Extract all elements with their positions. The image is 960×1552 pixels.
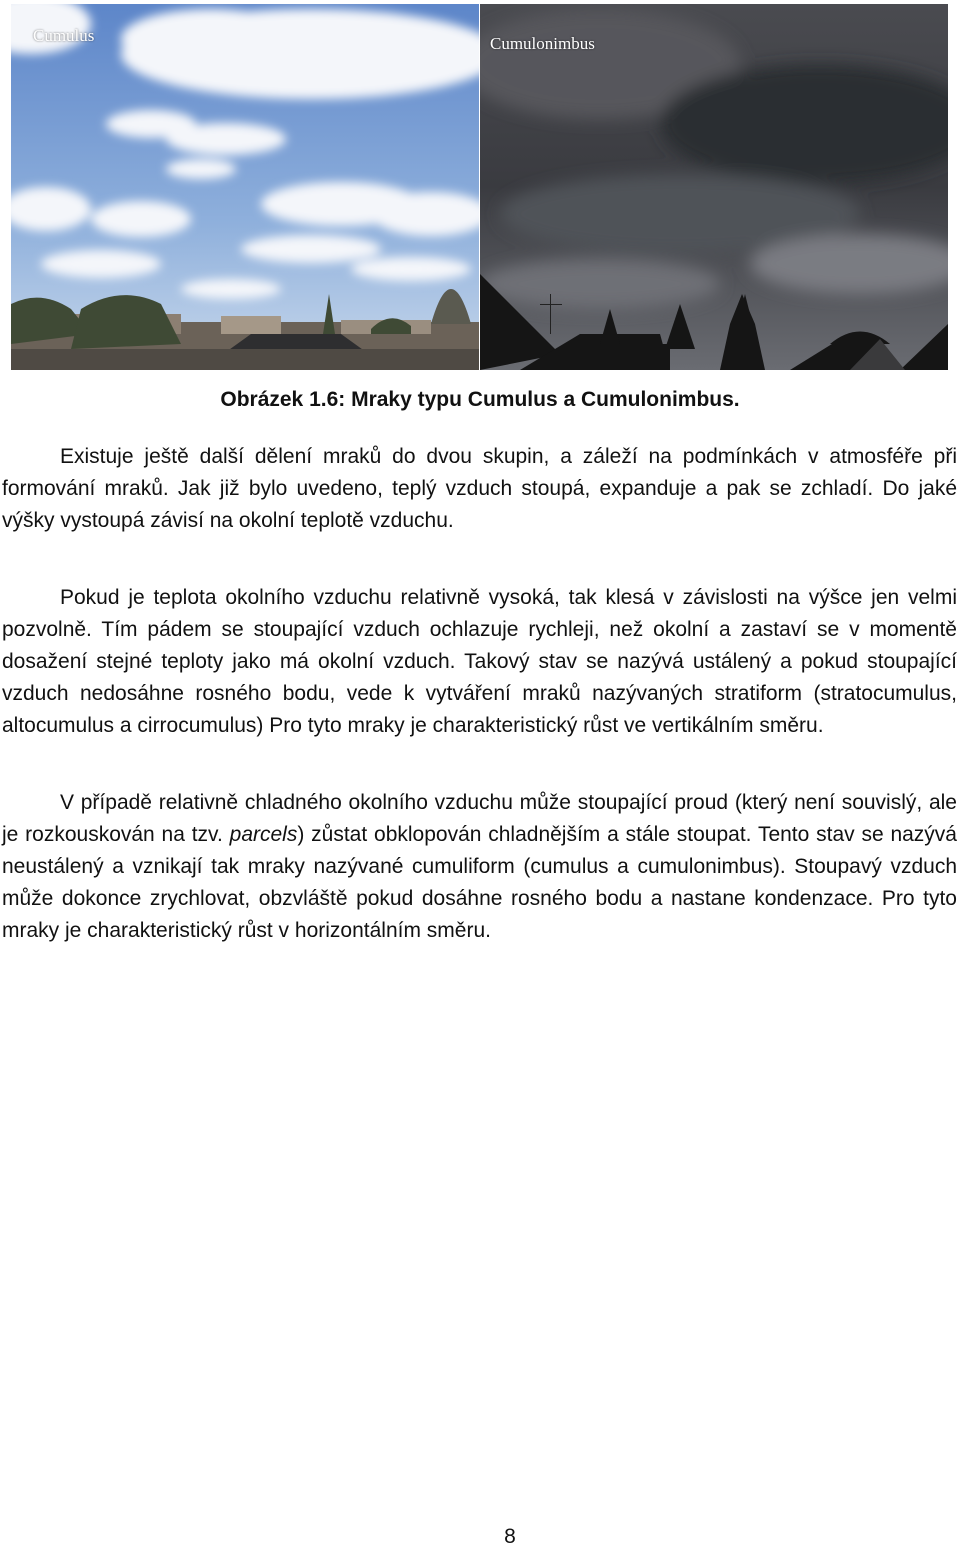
cumulus-photo — [11, 4, 479, 370]
paragraph-2 — [2, 582, 957, 742]
cumulus-photo-image — [11, 4, 479, 370]
paragraph-3-text-start: V případě relativně chladného okolního vzduchu může stoupající proud (který není souvislý, ale je rozkouskován na tzv. — [2, 791, 957, 846]
figure-cloud-photos — [11, 4, 948, 370]
page-number: 8 — [504, 1525, 516, 1548]
paragraph-1-text: Existuje ještě další dělení mraků do dvou skupin, a záleží na podmínkách v atmosféře při formování mraků. Jak již bylo uvedeno, teplý vzduch stoupá, expanduje a pak se zchladí. Do jaké výšky vystoupá závisí na okolní teplotě vzduchu. — [2, 445, 957, 532]
paragraph-3-italic-term: parcels — [229, 823, 298, 846]
cumulonimbus-photo-image — [480, 4, 948, 370]
paragraph-3 — [2, 787, 957, 947]
cumulonimbus-label: Cumulonimbus — [490, 34, 595, 53]
cumulonimbus-photo — [480, 4, 948, 370]
paragraph-1 — [2, 441, 957, 537]
paragraph-2-text: Pokud je teplota okolního vzduchu relativně vysoká, tak klesá v závislosti na výšce jen velmi pozvolně. Tím pádem se stoupající vzduch ochlazuje rychleji, než okolní a zastaví se v momentě dosažení stejné teploty jako má okolní vzduch. Takový stav se nazývá ustálený a pokud stoupající vzduch nedosáhne rosného bodu, vede k vytváření mraků nazývaných stratiform (stratocumulus, altocumulus a cirrocumulus) Pro tyto mraky je charakteristický růst ve vertikálním směru. — [2, 586, 957, 737]
figure-caption: Obrázek 1.6: Mraky typu Cumulus a Cumulonimbus. — [220, 388, 740, 411]
cumulus-label: Cumulus — [33, 26, 95, 45]
paragraph-3-text-end: ) zůstat obklopován chladnějším a stále stoupat. Tento stav se nazývá neustálený a vznikají tak mraky nazývané cumuliform (cumulus a cumulonimbus). Stoupavý vzduch může dokonce zrychlovat, obzvláště pokud dosáhne rosného bodu a nastane kondenzace. Pro tyto mraky je charakteristický růst v horizontálním směru. — [2, 823, 957, 942]
